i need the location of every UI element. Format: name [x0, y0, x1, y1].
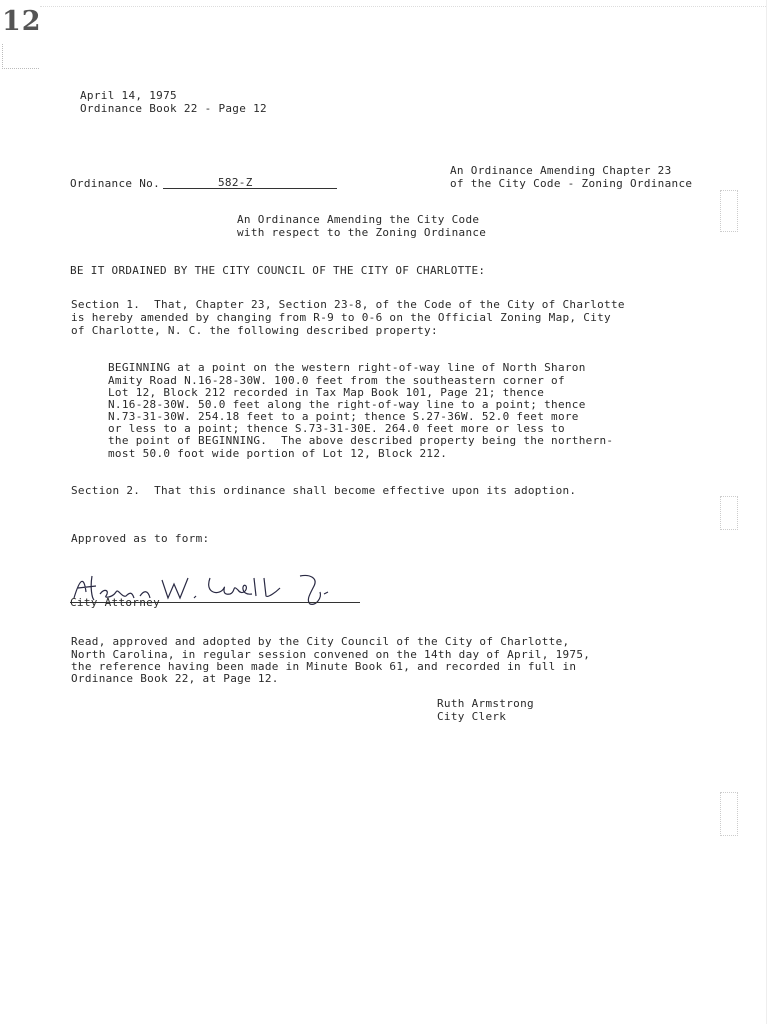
- ordinance-title-line-1: An Ordinance Amending the City Code: [237, 213, 480, 226]
- corner-scan-mark: [2, 44, 39, 69]
- description-line: most 50.0 foot wide portion of Lot 12, Block 212.: [108, 447, 448, 460]
- book-reference: Ordinance Book 22 - Page 12: [80, 102, 267, 115]
- subject-line-1: An Ordinance Amending Chapter 23: [450, 164, 672, 177]
- description-line: the point of BEGINNING. The above described property being the northern-: [108, 434, 614, 447]
- description-line: Lot 12, Block 212 recorded in Tax Map Book 101, Page 21; thence: [108, 386, 545, 399]
- description-line: Amity Road N.16-28-30W. 100.0 feet from the southeastern corner of: [108, 374, 565, 387]
- margin-scan-mark: [720, 496, 738, 530]
- description-line: or less to a point; thence S.73-31-30E. 264.0 feet more or less to: [108, 422, 565, 435]
- adoption-line: North Carolina, in regular session convened on the 14th day of April, 1975,: [71, 648, 591, 661]
- description-line: N.73-31-30W. 254.18 feet to a point; thence S.27-36W. 52.0 feet more: [108, 410, 579, 423]
- clerk-name: Ruth Armstrong: [437, 697, 534, 710]
- scan-edge-top: [40, 6, 766, 7]
- section-2: Section 2. That this ordinance shall become effective upon its adoption.: [71, 484, 577, 497]
- scan-edge-right: [766, 0, 767, 1024]
- approval-label: Approved as to form:: [71, 532, 210, 545]
- description-line: BEGINNING at a point on the western right-of-way line of North Sharon: [108, 361, 586, 374]
- adoption-line: Read, approved and adopted by the City Council of the City of Charlotte,: [71, 635, 570, 648]
- ordinance-number: 582-Z: [218, 176, 253, 189]
- margin-scan-mark: [720, 792, 738, 836]
- description-line: N.16-28-30W. 50.0 feet along the right-of-way line to a point; thence: [108, 398, 586, 411]
- adoption-line: Ordinance Book 22, at Page 12.: [71, 672, 279, 685]
- adoption-line: the reference having been made in Minute Book 61, and recorded in full in: [71, 660, 577, 673]
- clerk-title: City Clerk: [437, 710, 507, 723]
- attorney-title: City Attorney: [70, 596, 160, 609]
- subject-line-2: of the City Code - Zoning Ordinance: [450, 177, 693, 190]
- section-1-line: is hereby amended by changing from R-9 to 0-6 on the Official Zoning Map, City: [71, 311, 611, 324]
- ordinance-number-label: Ordinance No.: [70, 177, 160, 190]
- enacting-clause: BE IT ORDAINED BY THE CITY COUNCIL OF THE CITY OF CHARLOTTE:: [70, 264, 486, 277]
- ordinance-title-line-2: with respect to the Zoning Ordinance: [237, 226, 487, 239]
- document-date: April 14, 1975: [80, 89, 177, 102]
- section-1-line: of Charlotte, N. C. the following described property:: [71, 324, 438, 337]
- section-1-line: Section 1. That, Chapter 23, Section 23-8, of the Code of the City of Charlotte: [71, 298, 625, 311]
- corner-page-number: 12: [2, 6, 42, 37]
- margin-scan-mark: [720, 190, 738, 232]
